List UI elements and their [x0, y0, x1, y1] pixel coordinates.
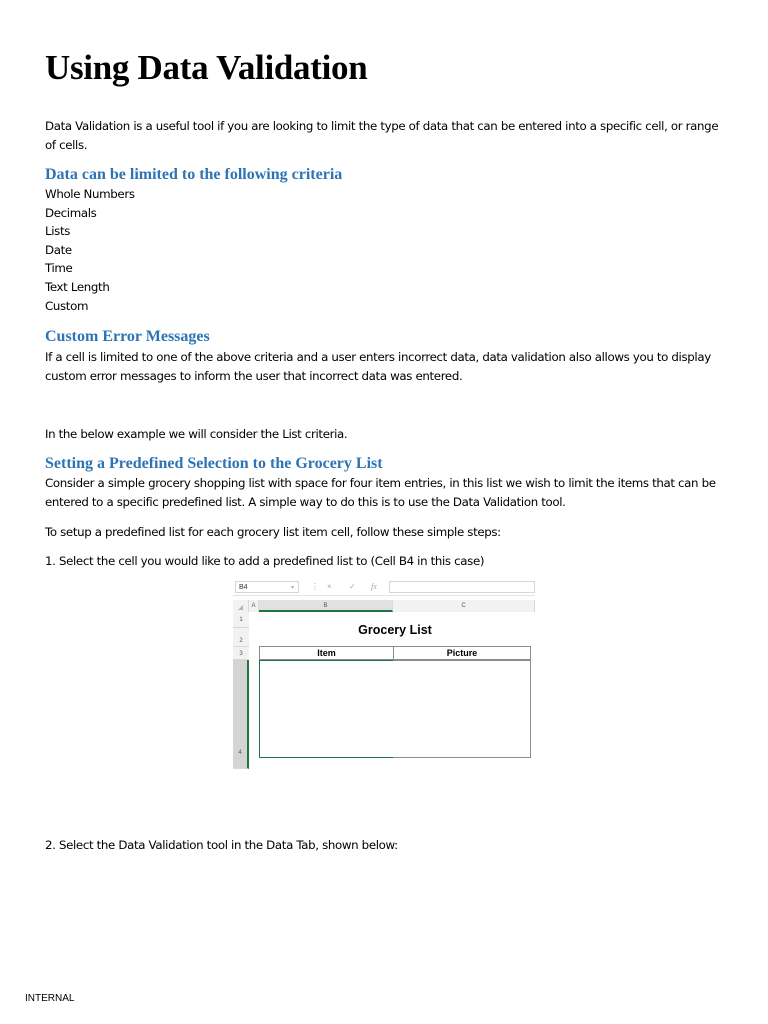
- page-title: Using Data Validation: [45, 48, 368, 87]
- list-item: Text Length: [45, 279, 110, 294]
- select-all-corner: [233, 600, 249, 612]
- spreadsheet-screenshot: [233, 579, 535, 769]
- enter-icon: ✓: [349, 582, 356, 591]
- example-intro: In the below example we will consider the List criteria.: [45, 427, 348, 441]
- picture-header: Picture: [393, 646, 531, 660]
- grocery-list-title: Grocery List: [358, 623, 432, 637]
- row-header-4: 4: [233, 660, 249, 769]
- item-header: Item: [259, 646, 394, 660]
- classification-label: INTERNAL: [25, 993, 75, 1004]
- step-2: 2. Select the Data Validation tool in the Data Tab, shown below:: [45, 838, 398, 852]
- function-icon: fx: [371, 582, 377, 591]
- list-item: Decimals: [45, 205, 97, 220]
- list-item: Whole Numbers: [45, 187, 135, 201]
- list-item: Custom: [45, 298, 89, 313]
- predefined-heading: Setting a Predefined Selection to the Grocery List: [45, 455, 383, 472]
- criteria-heading: Data can be limited to the following criteria: [45, 166, 343, 183]
- list-item: Lists: [45, 224, 71, 239]
- setup-paragraph: To setup a predefined list for each grocery list item cell, follow these simple steps:: [45, 525, 501, 539]
- custom-errors-heading: Custom Error Messages: [45, 328, 210, 345]
- list-item: Date: [45, 242, 72, 257]
- row-header-3: 3: [233, 647, 249, 660]
- column-header-b: B: [259, 600, 393, 612]
- cancel-icon: ×: [327, 582, 332, 591]
- cell-c4: [393, 660, 531, 758]
- step-1: 1. Select the cell you would like to add a predefined list to (Cell B4 in this case): [45, 554, 485, 568]
- column-header-c: C: [393, 600, 535, 612]
- predefined-paragraph: Consider a simple grocery shopping list with space for four item entries, in this list we wish to limit the items that can be entered to a specific predefined list. A simple way to do this is to use the Data Validation tool.: [45, 476, 716, 509]
- separator-icon: ⋮: [311, 582, 319, 591]
- name-box-dropdown-icon: ▾: [291, 585, 295, 591]
- intro-paragraph: Data Validation is a useful tool if you are looking to limit the type of data that can be entered into a specific cell, or range of cells.: [45, 119, 719, 152]
- formula-bar: [233, 579, 535, 596]
- formula-input: [389, 581, 535, 593]
- custom-errors-paragraph: If a cell is limited to one of the above criteria and a user enters incorrect data, data validation also allows you to display custom error messages to inform the user that incorrect data was entered.: [45, 350, 711, 383]
- list-item: Time: [45, 261, 73, 276]
- row-header-1: 1: [233, 612, 249, 628]
- row-header-2: 2: [233, 628, 249, 647]
- name-box: B4: [235, 581, 299, 593]
- criteria-list: [45, 185, 135, 315]
- selected-cell-b4: [259, 660, 394, 758]
- column-header-a: A: [249, 600, 259, 612]
